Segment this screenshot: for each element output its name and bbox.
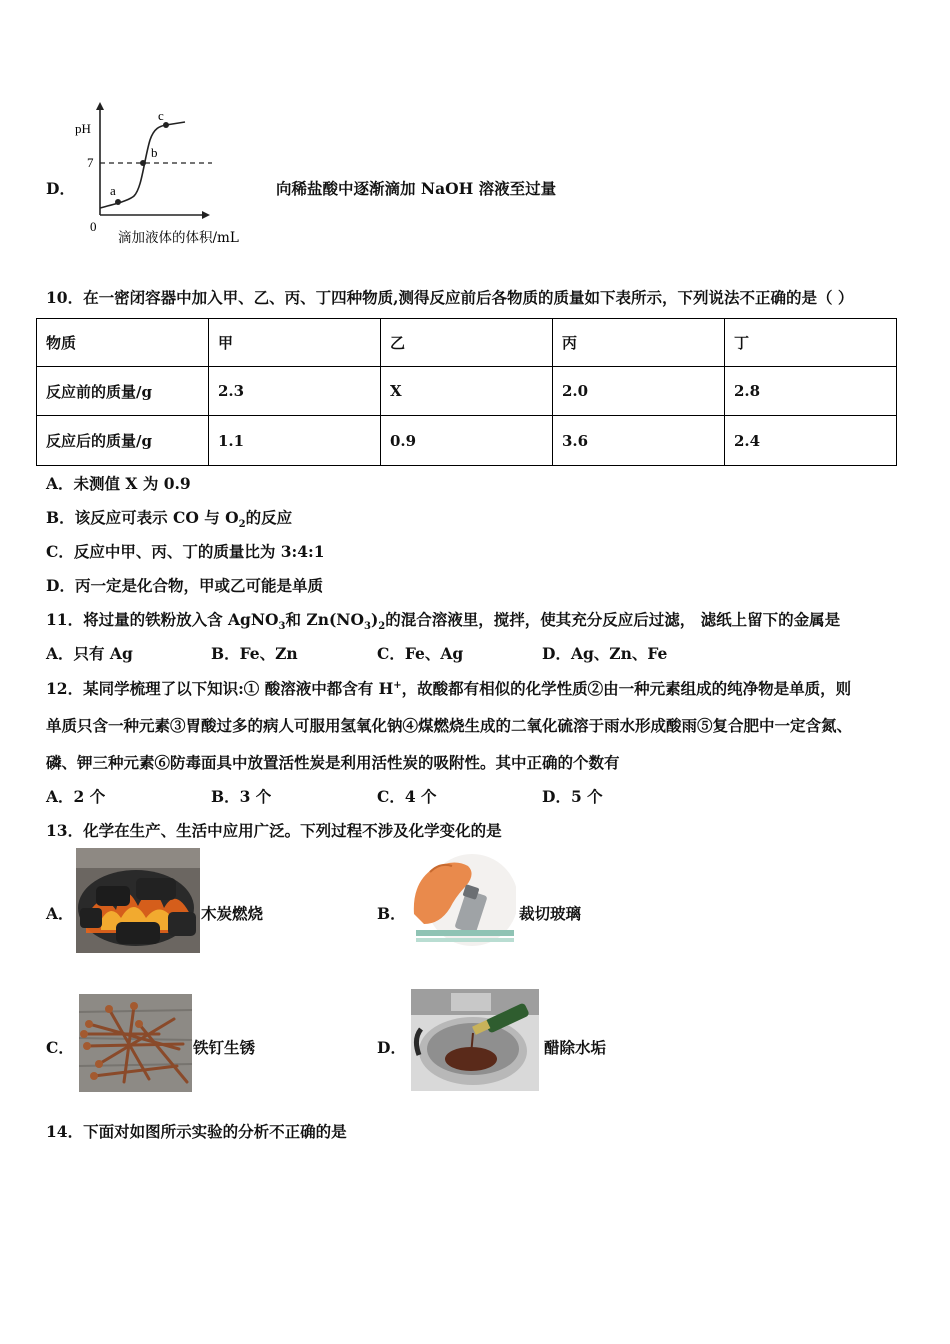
q10-option-d: D．丙一定是化合物，甲或乙可能是单质: [46, 576, 323, 595]
q10-option-b-post: 的反应: [245, 508, 293, 527]
q12-stem-line2: 单质只含一种元素③胃酸过多的病人可服用氢氧化钠④煤燃烧生成的二氧化硫溶于雨水形成酸雨⑤复合肥中一定含氮、: [46, 716, 853, 735]
charcoal-burning-image: [76, 848, 200, 953]
q9-option-d-text: 向稀盐酸中逐渐滴加 NaOH 溶液至过量: [276, 179, 557, 198]
table-header-cell: 物质: [37, 319, 209, 367]
q10-option-b-pre: B．该反应可表示 CO 与 O: [46, 508, 239, 527]
q11-stem-sub: 2: [378, 621, 386, 633]
q12-option-c: C．4 个: [377, 787, 437, 806]
table-header-cell: 丁: [725, 319, 897, 367]
table-header-cell: 甲: [209, 319, 381, 367]
q12-line1-post: ，故酸都有相似的化学性质②由一种元素组成的纯净物是单质，则: [401, 679, 852, 698]
q13-option-b-caption: 裁切玻璃: [519, 904, 582, 923]
q10-mass-table: [36, 318, 897, 466]
point-a-label: a: [110, 183, 116, 198]
q12-stem-line3: 磷、钾三种元素⑥防毒面具中放置活性炭是利用活性炭的吸附性。其中正确的个数有: [46, 753, 620, 772]
x-axis-label: 滴加液体的体积/mL: [118, 230, 239, 246]
q12-option-a: A．2 个: [46, 787, 106, 806]
table-cell: 2.0: [553, 367, 725, 416]
q13-option-d-letter: D．: [377, 1038, 406, 1057]
table-header-cell: 乙: [381, 319, 553, 367]
table-header-cell: 丙: [553, 319, 725, 367]
table-header-row: [37, 319, 897, 367]
table-cell: 2.8: [725, 367, 897, 416]
q12-stem-line1: [46, 677, 851, 699]
q12-line1-sup: +: [393, 679, 402, 691]
table-cell: 2.3: [209, 367, 381, 416]
glass-cutting-image: [410, 852, 516, 952]
q9-option-d-letter: D．: [46, 179, 75, 198]
q13-option-d-caption: 醋除水垢: [544, 1038, 607, 1057]
y-tick-7: 7: [87, 155, 94, 170]
point-c-label: c: [158, 108, 164, 123]
q12-option-d: D．5 个: [542, 787, 603, 806]
q10-option-b-sub: 2: [238, 519, 246, 531]
q11-stem: [46, 608, 840, 632]
table-cell: 1.1: [209, 416, 381, 466]
q13-option-c-letter: C．: [46, 1038, 74, 1057]
q14-stem: 14．下面对如图所示实验的分析不正确的是: [46, 1122, 347, 1141]
point-c-marker: [163, 122, 169, 128]
y-axis-arrow: [96, 102, 104, 110]
y-axis-label: pH: [75, 121, 91, 136]
q13-option-a-letter: A．: [46, 904, 74, 923]
q13-option-a-caption: 木炭燃烧: [201, 904, 264, 923]
q13-option-c-caption: 铁钉生锈: [193, 1038, 256, 1057]
table-row: [37, 416, 897, 466]
q10-option-c: C．反应中甲、丙、丁的质量比为 3:4:1: [46, 542, 325, 561]
point-b-marker: [140, 160, 146, 166]
q11-stem-part: 11．将过量的铁粉放入含 AgNO: [46, 610, 279, 629]
q10-stem: 10．在一密闭容器中加入甲、乙、丙、丁四种物质,测得反应前后各物质的质量如下表所示，下列说法不正确的是（ ）: [46, 288, 854, 307]
table-cell: X: [381, 367, 553, 416]
q10-option-a: A．未测值 X 为 0.9: [46, 474, 191, 493]
table-row: [37, 367, 897, 416]
q11-stem-part: ): [370, 610, 379, 629]
q12-option-b: B．3 个: [211, 787, 272, 806]
table-cell: 反应前的质量/g: [37, 367, 209, 416]
ph-titration-graph: [70, 100, 270, 248]
q13-stem: 13．化学在生产、生活中应用广泛。下列过程不涉及化学变化的是: [46, 821, 502, 840]
table-cell: 反应后的质量/g: [37, 416, 209, 466]
table-cell: 3.6: [553, 416, 725, 466]
vinegar-descaling-image: [411, 989, 539, 1091]
q11-option-a: A．只有 Ag: [46, 644, 133, 663]
q11-option-d: D．Ag、Zn、Fe: [542, 644, 668, 663]
q12-line1-pre: 12．某同学梳理了以下知识:① 酸溶液中都含有 H: [46, 679, 394, 698]
q10-option-b: [46, 506, 292, 530]
point-a-marker: [115, 199, 121, 205]
q13-option-b-letter: B．: [377, 904, 406, 923]
q11-option-c: C．Fe、Ag: [377, 644, 464, 663]
table-cell: 0.9: [381, 416, 553, 466]
q11-option-b: B．Fe、Zn: [211, 644, 298, 663]
rusty-nails-image: [79, 994, 192, 1092]
q11-stem-sub: 3: [278, 621, 286, 633]
x-axis-arrow: [202, 211, 210, 219]
q11-stem-sub: 3: [363, 621, 371, 633]
q11-stem-part: 和 Zn(NO: [285, 610, 364, 629]
point-b-label: b: [151, 145, 158, 160]
q11-stem-part: 的混合溶液里，搅拌，使其充分反应后过滤， 滤纸上留下的金属是: [385, 610, 841, 629]
table-cell: 2.4: [725, 416, 897, 466]
origin-label: 0: [90, 219, 97, 234]
